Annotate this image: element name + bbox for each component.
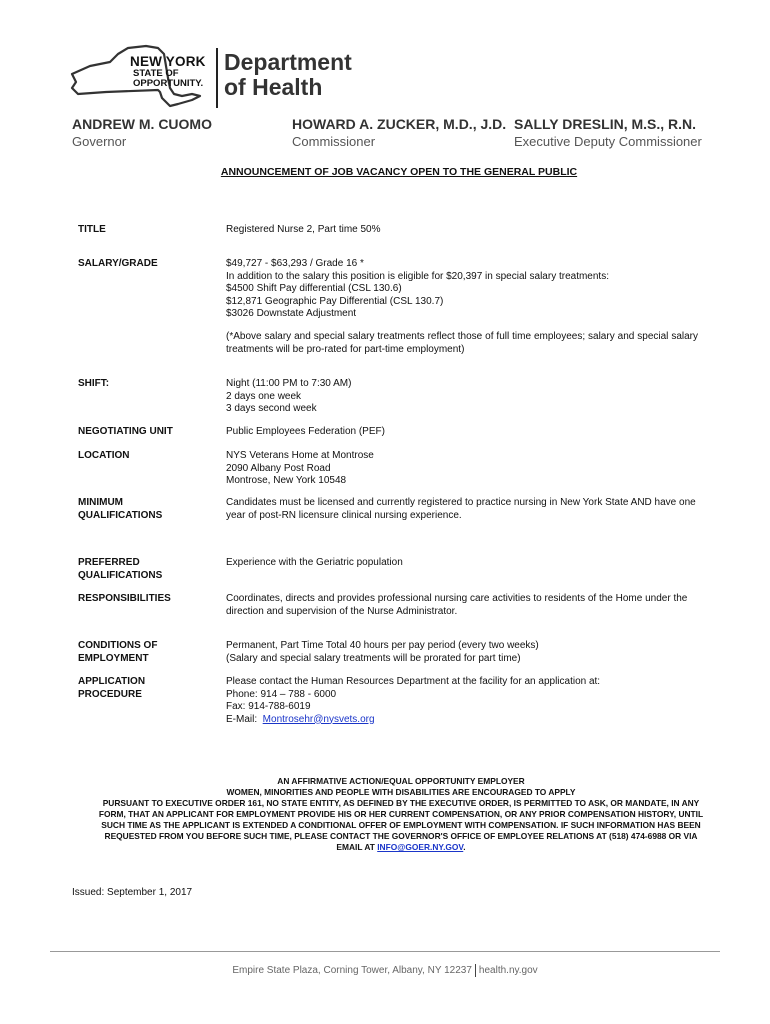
conditions-value: [226, 640, 698, 665]
application-line: Please contact the Human Resources Department at the facility for an application at:: [226, 676, 601, 687]
conditions-label: CONDITIONS OF EMPLOYMENT: [78, 640, 158, 664]
application-label: APPLICATION PROCEDURE: [78, 676, 146, 700]
official-commissioner: [292, 116, 506, 149]
location-line: 2090 Albany Post Road: [226, 462, 331, 474]
hr-email-link[interactable]: Montrosehr@nysvets.org: [262, 713, 375, 725]
footer-separator: [475, 964, 476, 977]
shift-line: 3 days second week: [226, 403, 317, 414]
state-tagline: STATE OF OPPORTUNITY.: [133, 68, 204, 89]
conditions-line: (Salary and special salary treatments will be prorated for part time): [226, 652, 521, 664]
title-value: Registered Nurse 2, Part time 50%: [226, 224, 381, 235]
official-governor: [72, 116, 212, 149]
responsibilities-value: Coordinates, directs and provides professional nursing care activities to residents of the Home under the direction and supervision of the Nurse Administrator.: [226, 593, 688, 617]
fax-line: Fax: 914-788-6019: [226, 701, 311, 712]
minimum-qualifications-value: Candidates must be licensed and currently registered to practice nursing in New York State AND have one year of post-RN licensure clinical nursing experience.: [226, 497, 696, 521]
salary-line: $49,727 - $63,293 / Grade 16 *: [226, 258, 364, 269]
location-value: [226, 450, 698, 488]
salary-line: In addition to the salary this position is eligible for $20,397 in special salary treatments:: [226, 270, 609, 282]
issued-date: Issued: September 1, 2017: [72, 887, 193, 898]
negotiating-unit-value: Public Employees Federation (PEF): [226, 426, 385, 437]
location-label: LOCATION: [78, 450, 130, 461]
shift-label: SHIFT:: [78, 378, 110, 389]
application-value: [226, 676, 698, 726]
footer-divider: [50, 951, 720, 952]
footer: [0, 964, 770, 977]
responsibilities-label: RESPONSIBILITIES: [78, 593, 171, 604]
email-line: E-Mail: Montrosehr@nysvets.org: [226, 713, 375, 725]
conditions-line: Permanent, Part Time Total 40 hours per pay period (every two weeks): [226, 640, 539, 651]
shift-value: [226, 378, 698, 416]
official-name: HOWARD A. ZUCKER, M.D., J.D.: [292, 116, 507, 132]
location-line: Montrose, New York 10548: [226, 475, 347, 486]
preferred-qualifications-label: PREFERRED QUALIFICATIONS: [78, 557, 163, 581]
official-name: SALLY DRESLIN, M.S., R.N.: [514, 116, 697, 132]
preferred-qualifications-value: Experience with the Geriatric population: [226, 557, 403, 568]
salary-line: $4500 Shift Pay differential (CSL 130.6): [226, 283, 402, 294]
title-label: TITLE: [78, 224, 106, 235]
footer-address: Empire State Plaza, Corning Tower, Albany, NY 12237: [232, 965, 472, 977]
official-role: Governor: [72, 134, 127, 149]
phone-line: Phone: 914 – 788 - 6000: [226, 688, 337, 700]
official-deputy: [514, 116, 702, 149]
salary-label: SALARY/GRADE: [78, 258, 158, 269]
footer-website[interactable]: health.ny.gov: [478, 965, 538, 977]
salary-line: $12,871 Geographic Pay Differential (CSL 130.7): [226, 295, 444, 307]
state-name: NEW YORK: [130, 54, 206, 69]
salary-value: [226, 258, 698, 321]
affirmative-action-notice: AN AFFIRMATIVE ACTION/EQUAL OPPORTUNITY EMPLOYER WOMEN, MINORITIES AND PEOPLE WITH DISABILITIES ARE ENCOURAGED TO APPLY PURSUANT TO EXECUTIVE ORDER 161, NO STATE ENTITY, AS DEFINED BY THE EXECUTIVE ORDER, IS PERMITTED TO ASK, OR MANDATE, IN ANY FORM, THAT AN APPLICANT FOR EMPLOYMENT PROVIDE HIS OR HER CURRENT COMPENSATION, OR ANY PRIOR COMPENSATION HISTORY, UNTIL SUCH TIME AS THE APPLICANT IS EXTENDED A CONDITIONAL OFFER OF EMPLOYMENT WITH COMPENSATION. IF SUCH INFORMATION HAS BEEN REQUESTED FROM YOU BEFORE SUCH TIME, PLEASE CONTACT THE GOVERNOR'S OFFICE OF EMPLOYEE RELATIONS AT (518) 474-6988 OR VIA EMAIL AT INFO@GOER.NY.GOV.: [98, 776, 704, 852]
negotiating-unit-label: NEGOTIATING UNIT: [78, 426, 173, 437]
announcement-heading: ANNOUNCEMENT OF JOB VACANCY OPEN TO THE GENERAL PUBLIC: [220, 166, 578, 178]
department-name: Department of Health: [224, 49, 352, 100]
location-line: NYS Veterans Home at Montrose: [226, 450, 374, 461]
official-role: Executive Deputy Commissioner: [514, 134, 702, 149]
salary-line: $3026 Downstate Adjustment: [226, 308, 357, 319]
shift-line: 2 days one week: [226, 390, 302, 402]
salary-note: (*Above salary and special salary treatments reflect those of full time employees; salary and special salary treatments will be pro-rated for part-time employment): [226, 331, 698, 355]
official-role: Commissioner: [292, 134, 376, 149]
goer-email-link[interactable]: INFO@GOER.NY.GOV: [377, 842, 464, 852]
shift-line: Night (11:00 PM to 7:30 AM): [226, 378, 352, 389]
minimum-qualifications-label: MINIMUM QUALIFICATIONS: [78, 497, 163, 521]
logo-divider: [216, 48, 218, 108]
official-name: ANDREW M. CUOMO: [72, 116, 212, 132]
